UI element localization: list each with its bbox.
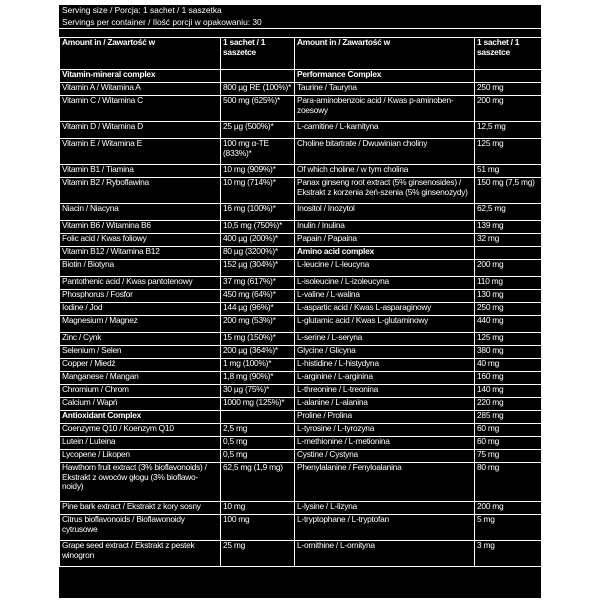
table-row [60,165,542,178]
amount-left: 62,5 mg (1,9 mg) [221,463,295,502]
ingredient-name-left: Copper / Miedź [60,359,221,372]
ingredient-name-right: L-histidine / L-histydyna [295,359,475,372]
amount-right: 140 mg [475,385,542,398]
amount-left: 15 mg (150%)* [221,333,295,346]
amount-right: 75 mg [475,450,542,463]
ingredient-name-left: Zinc / Cynk [60,333,221,346]
ingredient-name-right: Inulin / Inulina [295,221,475,234]
table-row [60,303,542,316]
ingredient-name-left: Selenium / Selen [60,346,221,359]
amount-left: 25 µg (500%)* [221,122,295,139]
table-row [60,204,542,221]
amount-left: 1 mg (100%)* [221,359,295,372]
ingredient-name-right: Cystine / Cystyna [295,450,475,463]
table-row [60,333,542,346]
amount-left: 10 mg [221,502,295,515]
ingredient-name-left: Folic acid / Kwas foliowy [60,234,221,247]
ingredient-name-left: Vitamin B1 / Tiamina [60,165,221,178]
ingredient-name-right: L-carnitine / L-karnityna [295,122,475,139]
table-row [60,96,542,122]
amount-right: 125 mg [475,139,542,165]
table-header-row [60,38,542,70]
amount-left: 144 µg (96%)* [221,303,295,316]
ingredient-name-right: L-valine / L-walina [295,290,475,303]
ingredient-name-right: L-alanine / L-alanina [295,398,475,411]
amount-left: 800 µg RE (100%)* [221,83,295,96]
nutrition-facts-panel [59,5,541,598]
amount-right [475,247,542,260]
ingredient-name-right: L-isoleucine / L-izoleucyna [295,277,475,290]
ingredient-name-right: Proline / Prolina [295,411,475,424]
amount-left: 450 mg (64%)* [221,290,295,303]
amount-right: 125 mg [475,333,542,346]
ingredient-name-left: Vitamin D / Witamina D [60,122,221,139]
ingredient-name-right: Papain / Papaina [295,234,475,247]
ingredient-name-left: Calcium / Wapń [60,398,221,411]
amount-right: 130 mg [475,290,542,303]
ingredient-name-left: Magnesium / Magnez [60,316,221,333]
amount-right: 60 mg [475,437,542,450]
ingredient-name-left: Manganese / Mangan [60,372,221,385]
table-row [60,541,542,567]
ingredient-name-right: L-leucine / L-leucyna [295,260,475,277]
amount-left: 2,5 mg [221,424,295,437]
amount-right: 380 mg [475,346,542,359]
amount-right: 285 mg [475,411,542,424]
ingredient-name-right: Panax ginseng root extract (5% ginsenosides) / Ekstrakt z korzenia żeń-szenia (5% ginsenozydy) [295,178,475,204]
ingredient-name-right: L-methionine / L-metionina [295,437,475,450]
ingredient-name-right: L-tyrosine / L-tyrozyna [295,424,475,437]
table-row [60,346,542,359]
amount-left: 1,8 mg (90%)* [221,372,295,385]
ingredient-name-left: Biotin / Biotyna [60,260,221,277]
table-row [60,234,542,247]
amount-right: 51 mg [475,165,542,178]
table-row [60,290,542,303]
nutrition-table [59,37,541,567]
amount-left: 10 mg (714%)* [221,178,295,204]
table-row [60,515,542,541]
table-row [60,316,542,333]
table-row [60,277,542,290]
amount-right: 139 mg [475,221,542,234]
amount-left: 0,5 mg [221,437,295,450]
amount-right: 60 mg [475,424,542,437]
amount-right: 5 mg [475,515,542,541]
table-row [60,83,542,96]
ingredient-name-right: Amino acid complex [295,247,475,260]
amount-right: 12,5 mg [475,122,542,139]
amount-right: 440 mg [475,316,542,333]
ingredient-name-right: Para-aminobenzoic acid / Kwas p-aminoben-zoesowy [295,96,475,122]
header-right-amount: 1 sachet / 1 saszetce [475,38,542,70]
ingredient-name-left: Phosphorus / Fosfor [60,290,221,303]
ingredient-name-left: Niacin / Niacyna [60,204,221,221]
ingredient-name-left: Pine bark extract / Ekstrakt z kory sosny [60,502,221,515]
ingredient-name-right: Performance Complex [295,70,475,83]
amount-left: 152 µg (304%)* [221,260,295,277]
table-row [60,70,542,83]
table-row [60,463,542,502]
amount-left: 500 mg (625%)* [221,96,295,122]
ingredient-name-right: Of which choline / w tym cholina [295,165,475,178]
table-row [60,139,542,165]
ingredient-name-right: L-ornithine / L-ornityna [295,541,475,567]
ingredient-name-left: Lycopene / Likopen [60,450,221,463]
header-left-amount: 1 sachet / 1 saszetce [221,38,295,70]
ingredient-name-left: Iodine / Jod [60,303,221,316]
amount-right: 200 mg [475,96,542,122]
table-row [60,502,542,515]
ingredient-name-left: Citrus bioflavonoids / Bioflawonoidy cytrusowe [60,515,221,541]
header-right-name: Amount in / Zawartość w [295,38,475,70]
amount-left: 16 mg (100%)* [221,204,295,221]
ingredient-name-right: L-arginine / L-arginina [295,372,475,385]
amount-left: 25 mg [221,541,295,567]
amount-right [475,70,542,83]
amount-left: 10 mg (909%)* [221,165,295,178]
amount-right: 200 mg [475,260,542,277]
amount-left: 100 mg [221,515,295,541]
amount-left: 200 mg (53%)* [221,316,295,333]
table-row [60,221,542,234]
amount-right: 110 mg [475,277,542,290]
amount-left: 10,5 mg (750%)* [221,221,295,234]
ingredient-name-right: Inositol / Inozytol [295,204,475,221]
ingredient-name-right: Glycine / Glicyna [295,346,475,359]
ingredient-name-left: Vitamin-mineral complex [60,70,221,83]
ingredient-name-left: Antioxidant Complex [60,411,221,424]
amount-left: 37 mg (617%)* [221,277,295,290]
amount-left: 100 mg α-TE (833%)* [221,139,295,165]
header-left-name: Amount in / Zawartość w [60,38,221,70]
ingredient-name-left: Vitamin B12 / Witamina B12 [60,247,221,260]
ingredient-name-right: L-glutamic acid / Kwas L-glutaminowy [295,316,475,333]
amount-right: 250 mg [475,303,542,316]
amount-left [221,70,295,83]
ingredient-name-right: Choline bitartrate / Dwuwinian choliny [295,139,475,165]
servings-per-container: Servings per container / Ilość porcji w opakowaniu: 30 [62,16,262,27]
table-row [60,385,542,398]
amount-right: 220 mg [475,398,542,411]
table-row [60,450,542,463]
table-row [60,359,542,372]
table-row [60,260,542,277]
amount-left: 30 µg (75%)* [221,385,295,398]
amount-left: 200 µg (364%)* [221,346,295,359]
ingredient-name-left: Vitamin C / Witamina C [60,96,221,122]
amount-left [221,411,295,424]
ingredient-name-right: L-lysine / L-lizyna [295,502,475,515]
ingredient-name-left: Vitamin B2 / Ryboflawina [60,178,221,204]
serving-size: Serving size / Porcja: 1 sachet / 1 saszetka [62,5,222,15]
ingredient-name-right: L-aspartic acid / Kwas L-asparaginowy [295,303,475,316]
amount-right: 250 mg [475,83,542,96]
ingredient-name-left: Lutein / Luteina [60,437,221,450]
table-row [60,398,542,411]
ingredient-name-left: Vitamin E / Witamina E [60,139,221,165]
ingredient-name-left: Hawthorn fruit extract (3% bioflavonoids) / Ekstrakt z owoców głogu (3% bioflawo-noidy) [60,463,221,502]
amount-right: 200 mg [475,502,542,515]
serving-info [59,5,541,29]
ingredient-name-left: Vitamin B6 / Witamina B6 [60,221,221,234]
ingredient-name-left: Grape seed extract / Ekstrakt z pestek winogron [60,541,221,567]
amount-left: 1000 mg (125%)* [221,398,295,411]
amount-right: 3 mg [475,541,542,567]
ingredient-name-right: Taurine / Tauryna [295,83,475,96]
amount-right: 40 mg [475,359,542,372]
table-row [60,411,542,424]
ingredient-name-right: L-serine / L-seryna [295,333,475,346]
table-row [60,247,542,260]
amount-right: 150 mg (7,5 mg) [475,178,542,204]
amount-left: 80 µg (3200%)* [221,247,295,260]
ingredient-name-right: Phenylalanine / Fenyloalanina [295,463,475,502]
amount-right: 160 mg [475,372,542,385]
amount-left: 400 µg (200%)* [221,234,295,247]
table-row [60,424,542,437]
table-row [60,122,542,139]
ingredient-name-left: Vitamin A / Witamina A [60,83,221,96]
ingredient-name-right: L-tryptophane / L-tryptofan [295,515,475,541]
amount-right: 80 mg [475,463,542,502]
table-row [60,372,542,385]
ingredient-name-left: Chromium / Chrom [60,385,221,398]
ingredient-name-left: Coenzyme Q10 / Koenzym Q10 [60,424,221,437]
table-row [60,437,542,450]
amount-right: 62,5 mg [475,204,542,221]
table-row [60,178,542,204]
amount-right: 32 mg [475,234,542,247]
amount-left: 0,5 mg [221,450,295,463]
ingredient-name-left: Pantothenic acid / Kwas pantotenowy [60,277,221,290]
ingredient-name-right: L-threonine / L-treonina [295,385,475,398]
